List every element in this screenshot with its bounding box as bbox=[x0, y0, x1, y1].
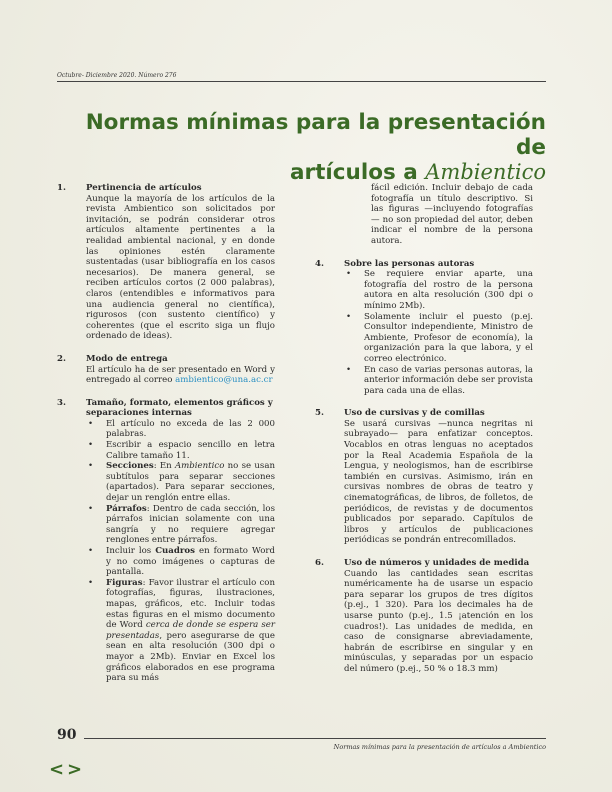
section-heading: Uso de cursivas y de comillas bbox=[344, 408, 485, 419]
next-page-icon[interactable]: > bbox=[67, 759, 83, 780]
title-line-1: Normas mínimas para la presentación de bbox=[85, 110, 546, 160]
left-column bbox=[57, 183, 275, 696]
page-navigation bbox=[49, 759, 83, 780]
bullet-list bbox=[344, 269, 533, 396]
list-item: • En caso de varias personas autoras, la anterior información debe ser provista para cada una de ellas. bbox=[346, 364, 533, 396]
list-item: • Escribir a espacio sencillo en letra Calibre tamaño 11. bbox=[88, 440, 275, 461]
section-body: fácil edición. Incluir debajo de cada fotografía un título descriptivo. Si las figuras —incluyendo fotografías— no son propiedad del autor, deben indicar el nombre de la persona autora. bbox=[371, 183, 533, 246]
list-item: • Párrafos: Dentro de cada sección, los párrafos inician solamente con una sangría y no requiere agregar renglones entre párrafos. bbox=[88, 503, 275, 546]
title-journal-name: Ambientico bbox=[425, 160, 546, 184]
section-3-continued bbox=[315, 183, 533, 247]
page-title bbox=[76, 110, 546, 185]
list-item: • Secciones: En Ambientico no se usan subtítulos para separar secciones (apartados). Para separar secciones, dejar un renglón entre ellas. bbox=[88, 461, 275, 504]
list-item: • Se requiere enviar aparte, una fotografía del rostro de la persona autora en alta resolución (300 dpi o mínimo 2Mb). bbox=[346, 269, 533, 311]
section-1: 1. Pertinencia de artículos Aunque la mayoría de los artículos de la revista Ambientico son solicitados por invitación, se podrán considerar otros artículos altamente pertinentes a la realidad ambiental nacional, y en donde las opiniones estén claramente sustentadas (usar bibliografía en los casos necesarios). De manera general, se reciben artículos cortos (2 000 palabras), claros (entendibles e informativos para una audiencia general no científica), rigurosos (con sustento científico) y coherentes (que el escrito siga un flujo ordenado de ideas). bbox=[57, 183, 275, 342]
right-column bbox=[315, 183, 533, 687]
list-item: • Figuras: Favor ilustrar el artículo con fotografías, figuras, ilustraciones, mapas, gráficos, etc. Incluir todas estas figuras en el mismo documento de Word cerca de donde se espera ser presentadas, pero asegurarse de que sean en alta resolución (300 dpi o mayor a 2Mb). Enviar en Excel los gráficos elaborados en ese programa para su más bbox=[88, 577, 275, 684]
issue-header: Octubre- Diciembre 2020. Número 276 bbox=[57, 72, 177, 79]
section-heading: Sobre las personas autoras bbox=[344, 258, 475, 269]
footer-divider bbox=[84, 738, 546, 739]
bullet-list bbox=[86, 419, 275, 684]
page-number: 90 bbox=[57, 727, 77, 743]
section-heading: Modo de entrega bbox=[86, 353, 168, 364]
section-heading: Tamaño, formato, elementos gráficos y separaciones internas bbox=[86, 397, 273, 419]
section-body: Cuando las cantidades sean escritas numéricamente ha de usarse un espacio para separar los grupos de tres dígitos (p.ej., 1 320). Para los decimales ha de usarse punto (p.ej., 1.5 ¡atención en los cuadros!). Las unidades de medida, en caso de consignarse abreviadamente, habrán de escribirse en singular y en minúsculas, y separadas por un espacio del número (p.ej., 50 % o 18.3 mm) bbox=[344, 568, 533, 674]
section-3: 3. Tamaño, formato, elementos gráficos y separaciones internas • El artículo no exceda de las 2 000 palabras. • Escribir a espacio sencillo en letra Calibre tamaño 11. • Secciones: En Ambientico no se usan subtítulos para separar secciones (apartados). Para separar secciones, dejar un renglón entre ellas. • Párrafos: Dentro de cada sección, los párrafos inician solamente con una sangría y no requiere agregar renglones entre párrafos. • Incluir los Cuadros en formato Word y no como imágenes o capturas de pantalla. • Figuras: Favor ilustrar el artículo con fotografías, figuras, ilustraciones, mapas, gráficos, etc. Incluir todas estas figuras en el mismo documento de Word cerca de donde se espera ser presentadas, pero asegurarse de que sean en alta resolución (300 dpi o mayor a 2Mb). Enviar en Excel los gráficos elaborados en ese programa para su más bbox=[57, 397, 275, 684]
section-4: 4. Sobre las personas autoras • Se requiere enviar aparte, una fotografía del rostro de la persona autora en alta resolución (300 dpi o mínimo 2Mb). • Solamente incluir el puesto (p.ej. Consultor independiente, Ministro de Ambiente, Profesor de economía), la organización para la que labora, y el correo electrónico. • En caso de varias personas autoras, la anterior información debe ser provista para cada una de ellas. bbox=[315, 258, 533, 396]
header-divider bbox=[57, 81, 546, 82]
section-6: 6. Uso de números y unidades de medida Cuando las cantidades sean escritas numéricamente ha de usarse un espacio para separar los grupos de tres dígitos (p.ej., 1 320). Para los decimales ha de usarse punto (p.ej., 1.5 ¡atención en los cuadros!). Las unidades de medida, en caso de consignarse abreviadamente, habrán de escribirse en singular y en minúsculas, y separadas por un espacio del número (p.ej., 50 % o 18.3 mm) bbox=[315, 558, 533, 674]
previous-page-icon[interactable]: < bbox=[49, 759, 65, 780]
running-title: Normas mínimas para la presentación de artículos a Ambientico bbox=[333, 743, 546, 751]
section-5: 5. Uso de cursivas y de comillas Se usará cursivas —nunca negritas ni subrayado— para enfatizar conceptos. Vocablos en otras lenguas no aceptados por la Real Academia Española de la Lengua, y neologismos, han de escribirse también en cursivas. Asimismo, irán en cursivas nombres de obras de teatro y cinematográficas, de libros, de folletos, de periódicos, de revistas y de documentos publicados por separado. Capítulos de libros y artículos de publicaciones periódicas se pondrán entrecomillados. bbox=[315, 408, 533, 546]
list-item: • Incluir los Cuadros en formato Word y no como imágenes o capturas de pantalla. bbox=[88, 546, 275, 578]
section-heading: Pertinencia de artículos bbox=[86, 183, 202, 193]
section-body: El artículo ha de ser presentado en Word y entregado al correo ambientico@una.ac.cr bbox=[86, 364, 275, 386]
list-item: • El artículo no exceda de las 2 000 palabras. bbox=[88, 418, 275, 440]
list-item: • Solamente incluir el puesto (p.ej. Consultor independiente, Ministro de Ambiente, Profesor de economía), la organización para la que labora, y el correo electrónico. bbox=[346, 311, 533, 364]
title-line-2: artículos a Ambientico bbox=[290, 160, 546, 185]
section-body: Aunque la mayoría de los artículos de la revista Ambientico son solicitados por invitación, se podrán considerar otros artículos altamente pertinentes a la realidad ambiental nacional, y en donde las opiniones estén claramente sustentadas (usar bibliografía en los casos necesarios). De manera general, se reciben artículos cortos (2 000 palabras), claros (entendibles e informativos para una audiencia general no científica), rigurosos (con sustento científico) y coherentes (que el escrito siga un flujo ordenado de ideas). bbox=[86, 193, 275, 342]
section-body: Se usará cursivas —nunca negritas ni subrayado— para enfatizar conceptos. Vocablos en otras lenguas no aceptados por la Real Academia Española de la Lengua, y neologismos, han de escribirse también en cursivas. Asimismo, irán en cursivas nombres de obras de teatro y cinematográficas, de libros, de folletos, de periódicos, de revistas y de documentos publicados por separado. Capítulos de libros y artículos de publicaciones periódicas se pondrán entrecomillados. bbox=[344, 418, 533, 546]
email-link[interactable]: ambientico@una.ac.cr bbox=[175, 375, 273, 386]
section-heading: Uso de números y unidades de medida bbox=[344, 558, 530, 568]
section-2: 2. Modo de entrega El artículo ha de ser presentado en Word y entregado al correo ambientico@una.ac.cr bbox=[57, 353, 275, 386]
